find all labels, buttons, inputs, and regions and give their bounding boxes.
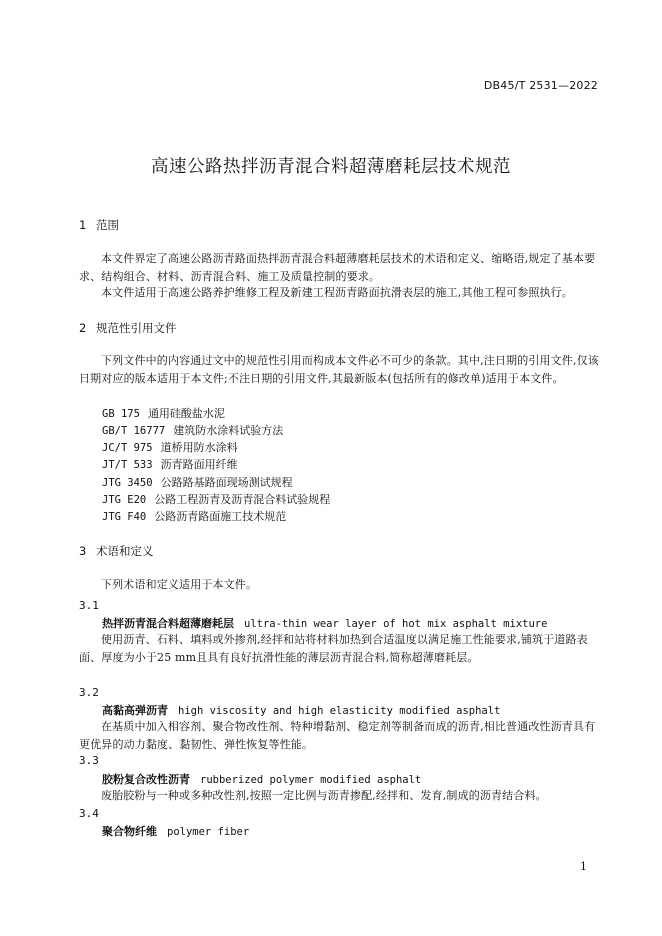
reference-name: 通用硅酸盐水泥	[147, 407, 225, 420]
reference-name: 建筑防水涂料试验方法	[173, 424, 284, 437]
term-entry	[102, 702, 500, 718]
term-english: rubberized polymer modified asphalt	[200, 774, 422, 786]
reference-code: JTG F40	[102, 511, 147, 523]
term-english: polymer fiber	[167, 826, 250, 838]
reference-item	[102, 491, 330, 510]
clause-number: 3.1	[79, 599, 99, 612]
reference-code: GB 175	[102, 408, 140, 420]
reference-name: 公路路基路面现场测试规程	[160, 476, 293, 489]
section-2-heading	[79, 320, 177, 336]
reference-item	[102, 405, 225, 424]
section-number: 3	[79, 544, 87, 558]
term-definition: 使用沥青、石料、填料或外掺剂,经拌和站将材料加热到合适温度以满足施工性能要求,铺筑于道路表面、厚度为小于25 mm且具有良好抗滑性能的薄层沥青混合料,简称超薄磨耗层。	[79, 633, 588, 664]
clause-number: 3.3	[79, 754, 99, 767]
term-entry	[102, 615, 547, 631]
reference-code: JTG 3450	[102, 477, 153, 489]
section-1-heading	[79, 217, 119, 233]
scope-paragraph-2: 本文件适用于高速公路养护维修工程及新建工程沥青路面抗滑表层的施工,其他工程可参照执行。	[101, 286, 573, 299]
term-entry	[102, 771, 421, 787]
clause-number: 3.2	[79, 686, 99, 699]
reference-code: JT/T 533	[102, 459, 153, 471]
reference-code: JTG E20	[102, 494, 147, 506]
reference-item	[102, 474, 293, 493]
document-code: DB45/T 2531—2022	[483, 79, 598, 92]
section-title: 规范性引用文件	[96, 321, 177, 335]
page-number: 1	[580, 860, 587, 873]
section-title: 范围	[96, 218, 119, 232]
term-english: ultra-thin wear layer of hot mix asphalt mixture	[244, 618, 548, 630]
term-chinese: 高黏高弹沥青	[102, 704, 168, 717]
section-3-heading	[79, 543, 154, 559]
reference-code: JC/T 975	[102, 442, 153, 454]
reference-item	[102, 422, 283, 441]
term-definition: 废胎胶粉与一种或多种改性剂,按照一定比例与沥青掺配,经拌和、发育,制成的沥青结合料。	[101, 789, 547, 802]
term-chinese: 胶粉复合改性沥青	[102, 773, 190, 786]
scope-paragraph-1: 本文件界定了高速公路沥青路面热拌沥青混合料超薄磨耗层技术的术语和定义、缩略语,规定了基本要求、结构组合、材料、沥青混合料、施工及质量控制的要求。	[79, 252, 596, 283]
references-intro-paragraph: 下列文件中的内容通过文中的规范性引用而构成本文件必不可少的条款。其中,注日期的引用文件,仅该日期对应的版本适用于本文件;不注日期的引用文件,其最新版本(包括所有的修改单)适用于本文件。	[79, 354, 599, 385]
reference-name: 沥青路面用纤维	[160, 458, 238, 471]
reference-item	[102, 439, 238, 458]
reference-code: GB/T 16777	[102, 425, 166, 437]
section-number: 2	[79, 321, 87, 335]
terms-intro-paragraph: 下列术语和定义适用于本文件。	[101, 578, 258, 591]
reference-item	[102, 456, 238, 475]
term-chinese: 聚合物纤维	[102, 825, 157, 838]
reference-name: 公路工程沥青及沥青混合料试验规程	[154, 493, 331, 506]
reference-item	[102, 508, 286, 527]
section-title: 术语和定义	[96, 544, 154, 558]
term-english: high viscosity and high elasticity modified asphalt	[178, 705, 501, 717]
term-entry	[102, 823, 249, 839]
clause-number: 3.4	[79, 807, 99, 820]
reference-name: 公路沥青路面施工技术规范	[154, 510, 287, 523]
reference-name: 道桥用防水涂料	[160, 441, 238, 454]
section-number: 1	[79, 218, 87, 232]
term-chinese: 热拌沥青混合料超薄磨耗层	[102, 617, 234, 630]
term-definition: 在基质中加入相容剂、聚合物改性剂、特种增黏剂、稳定剂等制备而成的沥青,相比普通改性沥青具有更优异的动力黏度、黏韧性、弹性恢复等性能。	[79, 720, 596, 751]
document-title: 高速公路热拌沥青混合料超薄磨耗层技术规范	[151, 157, 511, 177]
